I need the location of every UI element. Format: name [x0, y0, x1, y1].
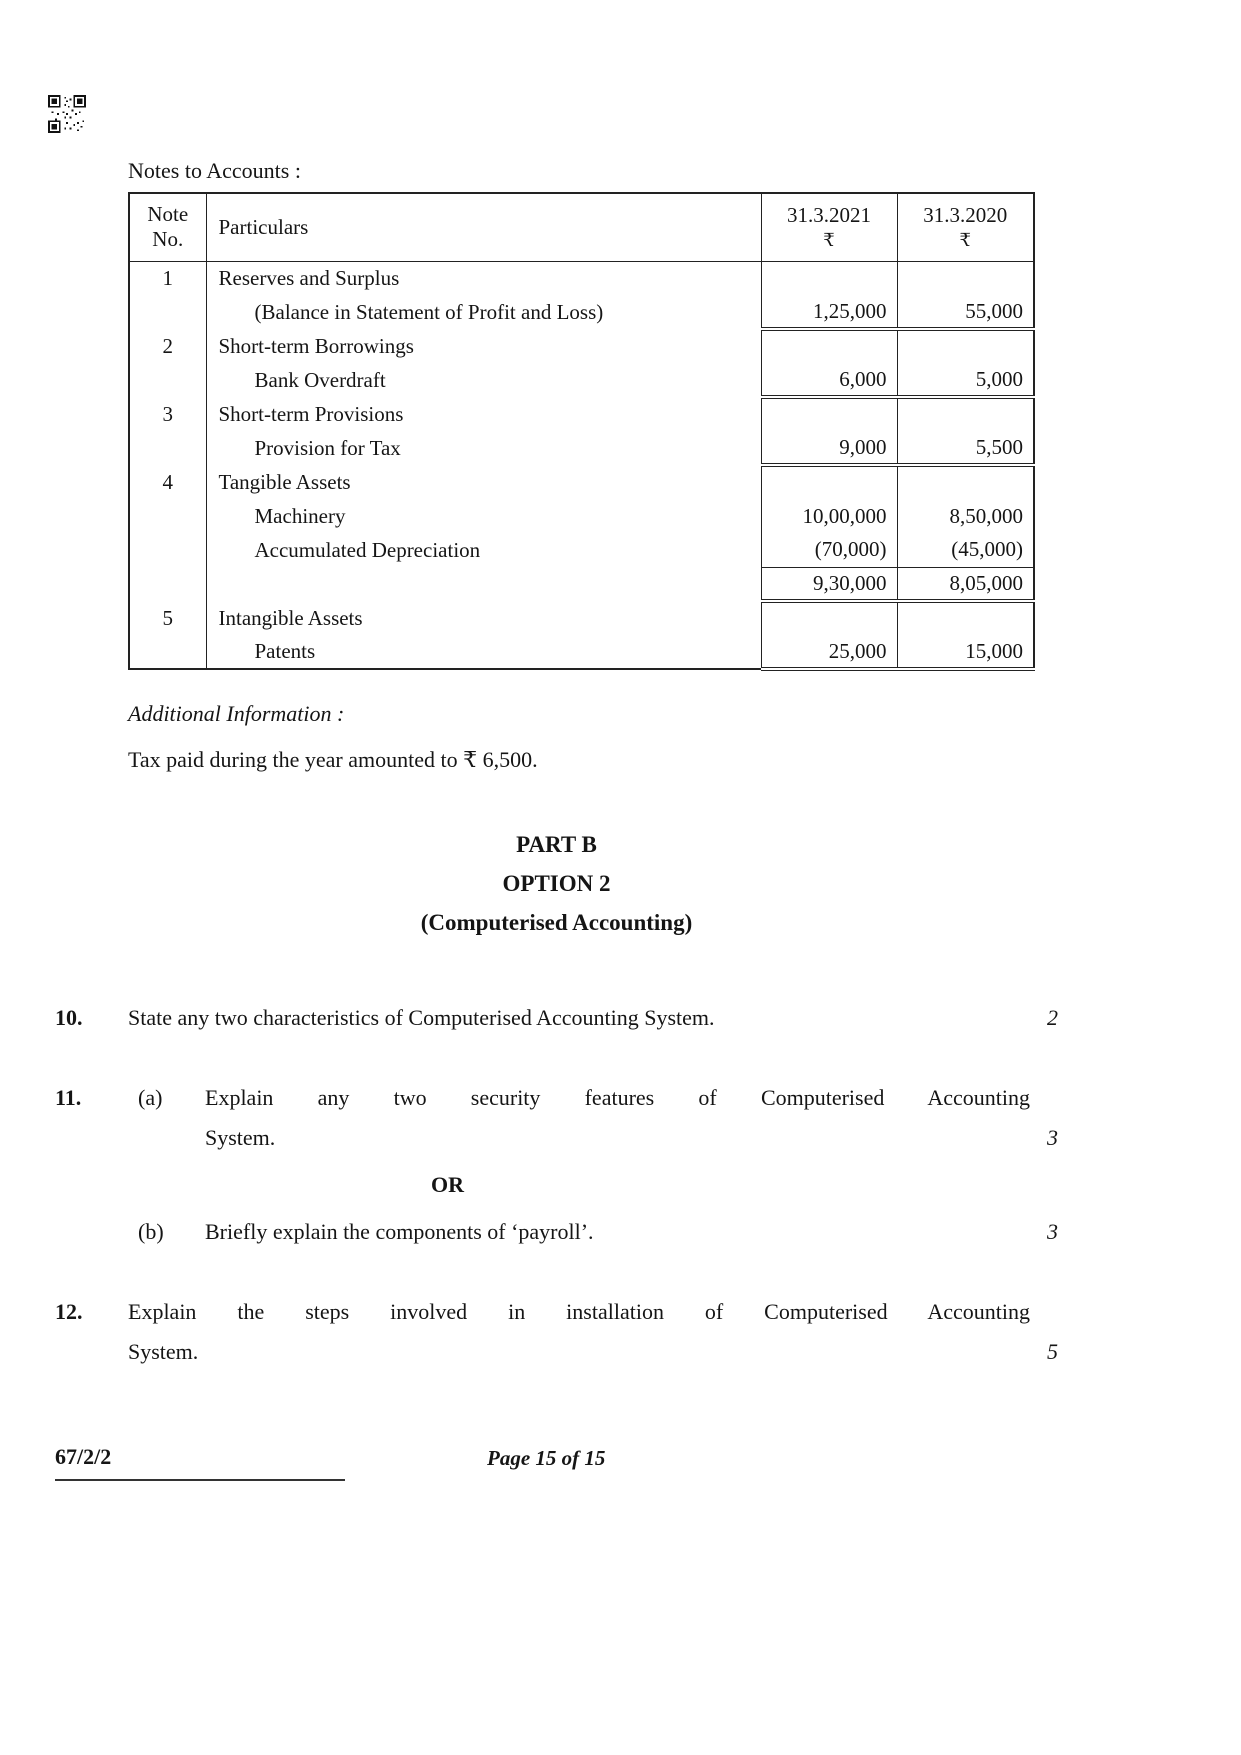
particulars-cell: Bank Overdraft	[206, 363, 761, 397]
question-text	[128, 998, 1030, 1038]
particulars-cell: Provision for Tax	[206, 431, 761, 465]
amount-2021-cell: 1,25,000	[761, 295, 897, 329]
table-row	[129, 533, 1034, 567]
amount-2020-cell: 8,50,000	[897, 499, 1034, 533]
question-text-line: State any two characteristics of Computerised Accounting System.	[128, 1005, 715, 1030]
table-row	[129, 397, 1034, 431]
particulars-cell: Reserves and Surplus	[206, 261, 761, 295]
column-header-2020	[897, 193, 1034, 261]
additional-information-text: Tax paid during the year amounted to ₹ 6,500.	[128, 747, 538, 772]
subpart-label: (b)	[138, 1219, 164, 1244]
questions-section	[55, 998, 1058, 1372]
amount-2020-cell	[897, 261, 1034, 295]
note-no-cell	[129, 635, 206, 669]
table-row	[129, 465, 1034, 499]
table-row	[129, 635, 1034, 669]
question-number: 12.	[55, 1299, 83, 1324]
question-11a	[128, 1078, 1058, 1158]
qr-code	[48, 95, 86, 133]
table-row	[129, 431, 1034, 465]
question-11b	[128, 1212, 1058, 1252]
or-separator: OR	[431, 1172, 464, 1197]
amount-2021-cell: 9,000	[761, 431, 897, 465]
additional-information-heading: Additional Information :	[128, 701, 345, 726]
amount-2020-cell: (45,000)	[897, 533, 1034, 567]
particulars-cell: Patents	[206, 635, 761, 669]
amount-2021-cell: 25,000	[761, 635, 897, 669]
column-header-2021	[761, 193, 897, 261]
date-2021-label: 31.3.2021	[787, 203, 871, 228]
note-header-line1: Note	[147, 202, 189, 227]
amount-2020-cell: 55,000	[897, 295, 1034, 329]
amount-2020-cell	[897, 465, 1034, 499]
note-no-cell	[129, 431, 206, 465]
particulars-cell: Machinery	[206, 499, 761, 533]
table-header-row	[129, 193, 1034, 261]
page-number-label: Page 15 of 15	[487, 1446, 606, 1470]
amount-2020-cell: 5,500	[897, 431, 1034, 465]
note-header-line2: No.	[152, 227, 184, 252]
note-no-cell	[129, 295, 206, 329]
date-2020-label: 31.3.2020	[923, 203, 1008, 228]
question-text	[128, 1292, 1030, 1372]
amount-2020-cell: 8,05,000	[897, 567, 1034, 601]
table-row	[129, 295, 1034, 329]
question-10	[55, 998, 1058, 1038]
option-2-heading: OPTION 2	[502, 871, 611, 896]
amount-2021-cell	[761, 329, 897, 363]
particulars-cell: (Balance in Statement of Profit and Loss)	[206, 295, 761, 329]
note-no-cell	[129, 363, 206, 397]
question-11	[55, 1078, 1058, 1252]
table-row	[129, 363, 1034, 397]
note-no-cell: 1	[162, 265, 173, 290]
amount-2021-cell	[761, 397, 897, 431]
particulars-cell	[206, 567, 761, 601]
particulars-cell: Accumulated Depreciation	[206, 533, 761, 567]
amount-2021-cell	[761, 601, 897, 635]
notes-to-accounts-table	[128, 192, 1035, 671]
subpart-label: (a)	[138, 1085, 163, 1110]
particulars-cell: Short-term Provisions	[206, 397, 761, 431]
marks-label: 3	[1047, 1219, 1058, 1244]
section-headings	[55, 825, 1058, 942]
question-text-line: System.	[205, 1125, 276, 1150]
amount-2020-cell: 15,000	[897, 635, 1034, 669]
amount-2020-cell	[897, 601, 1034, 635]
table-row	[129, 499, 1034, 533]
amount-2021-cell	[761, 261, 897, 295]
table-row	[129, 567, 1034, 601]
question-text-line: Briefly explain the components of ‘payroll’.	[205, 1219, 594, 1244]
marks-label: 2	[1047, 1005, 1058, 1030]
note-no-cell	[129, 533, 206, 567]
notes-to-accounts-heading: Notes to Accounts :	[128, 158, 301, 183]
column-header-note-no	[129, 193, 206, 261]
paper-code: 67/2/2	[55, 1444, 345, 1481]
column-header-particulars: Particulars	[206, 193, 761, 261]
particulars-cell: Intangible Assets	[206, 601, 761, 635]
note-no-cell: 2	[162, 333, 173, 358]
question-text	[205, 1078, 1030, 1158]
note-no-cell	[129, 499, 206, 533]
rupee-symbol: ₹	[959, 230, 971, 251]
page-footer	[0, 1444, 1241, 1494]
part-b-heading: PART B	[516, 832, 597, 857]
note-no-cell: 5	[162, 605, 173, 630]
table-row	[129, 261, 1034, 295]
table-row	[129, 329, 1034, 363]
question-number: 11.	[55, 1085, 82, 1110]
particulars-cell: Tangible Assets	[206, 465, 761, 499]
rupee-symbol: ₹	[823, 230, 835, 251]
amount-2021-cell	[761, 465, 897, 499]
computerised-accounting-subheading: (Computerised Accounting)	[420, 910, 693, 935]
amount-2021-cell: 6,000	[761, 363, 897, 397]
particulars-cell: Short-term Borrowings	[206, 329, 761, 363]
table-row	[129, 601, 1034, 635]
amount-2021-cell: (70,000)	[761, 533, 897, 567]
marks-label: 5	[1047, 1339, 1058, 1364]
amount-2021-cell: 10,00,000	[761, 499, 897, 533]
question-text-line: Explain the steps involved in installation of Computerised Accounting	[128, 1299, 1030, 1324]
question-number: 10.	[55, 1005, 83, 1030]
question-text-line: Explain any two security features of Computerised Accounting	[205, 1085, 1030, 1110]
question-text	[205, 1212, 1030, 1252]
marks-label: 3	[1047, 1125, 1058, 1150]
amount-2020-cell	[897, 397, 1034, 431]
question-text-line: System.	[128, 1339, 199, 1364]
note-no-cell	[129, 567, 206, 601]
note-no-cell: 4	[162, 469, 173, 494]
amount-2020-cell	[897, 329, 1034, 363]
note-no-cell: 3	[162, 401, 173, 426]
amount-2020-cell: 5,000	[897, 363, 1034, 397]
question-12	[55, 1292, 1058, 1372]
amount-2021-cell: 9,30,000	[761, 567, 897, 601]
